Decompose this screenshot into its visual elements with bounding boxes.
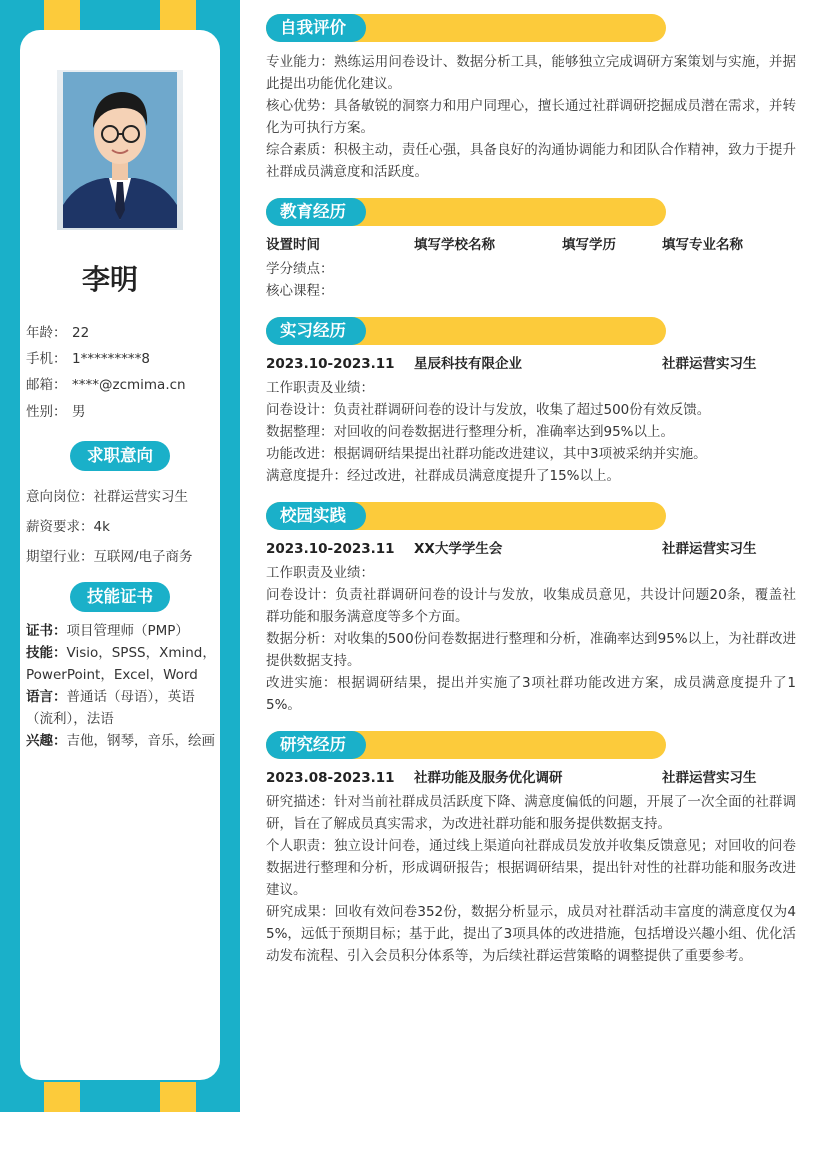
campus-heading <box>266 502 666 530</box>
research-line: 研究成果：回收有效问卷352份，数据分析显示，成员对社群活动丰富度的满意度仅为45%，远低于预期目标；基于此，提出了3项具体的改进措施，包括增设兴趣小组、优化活动发布流程、引入会员积分体系等，为后续社群运营策略的调整提供了重要参考。 <box>266 904 796 964</box>
skill-tech: 技能：Visio，SPSS，Xmind，PowerPoint，Excel，Word <box>26 645 216 683</box>
education-degree: 填写学历 <box>562 237 616 253</box>
email-value: ****@zcmima.cn <box>72 377 186 393</box>
self-eval-line: 专业能力：熟练运用问卷设计、数据分析工具，能够独立完成调研方案策划与实施，并据此提出功能优化建议。 <box>266 54 796 92</box>
intent-salary: 薪资要求：4k <box>26 519 110 535</box>
research-time: 2023.08-2023.11 <box>266 770 395 786</box>
internship-company: 星辰科技有限企业 <box>414 356 522 372</box>
skills-heading: 技能证书 <box>70 582 170 612</box>
age-label: 年龄： <box>26 325 67 341</box>
internship-line: 问卷设计：负责社群调研问卷的设计与发放，收集了超过500份有效反馈。 <box>266 402 711 418</box>
decor-stripe <box>160 0 196 30</box>
education-gpa: 学分绩点： <box>266 261 334 277</box>
person-portrait-icon <box>57 70 183 230</box>
decor-stripe <box>44 0 80 30</box>
education-time: 设置时间 <box>266 237 320 253</box>
campus-org: XX大学学生会 <box>414 541 503 557</box>
phone-label: 手机： <box>26 351 67 367</box>
campus-text <box>266 562 796 716</box>
research-project: 社群功能及服务优化调研 <box>414 770 563 786</box>
phone-row <box>26 347 150 367</box>
education-title: 教育经历 <box>266 198 366 226</box>
internship-time: 2023.10-2023.11 <box>266 356 395 372</box>
education-row <box>266 234 796 256</box>
internship-line: 数据整理：对回收的问卷数据进行整理分析，准确率达到95%以上。 <box>266 424 675 440</box>
skills-list <box>26 620 216 752</box>
internship-line: 工作职责及业绩： <box>266 380 374 396</box>
research-heading <box>266 731 666 759</box>
research-line: 研究描述：针对当前社群成员活跃度下降、满意度偏低的问题，开展了一次全面的社群调研，旨在了解成员真实需求，为改进社群功能和服务提供数据支持。 <box>266 794 796 832</box>
intent-industry: 期望行业：互联网/电子商务 <box>26 549 193 565</box>
gender-label: 性别： <box>26 404 67 420</box>
campus-role: 社群运营实习生 <box>662 541 757 557</box>
research-role: 社群运营实习生 <box>662 770 757 786</box>
internship-role: 社群运营实习生 <box>662 356 757 372</box>
skill-lang: 语言：普通话（母语），英语（流利），法语 <box>26 689 195 727</box>
decor-stripe <box>44 1082 80 1112</box>
education-school: 填写学校名称 <box>414 237 495 253</box>
candidate-name: 李明 <box>81 263 138 296</box>
internship-row <box>266 353 796 375</box>
skill-cert: 证书：项目管理师（PMP） <box>26 623 189 639</box>
gender-row <box>26 400 86 420</box>
gender-value: 男 <box>72 404 86 420</box>
internship-heading <box>266 317 666 345</box>
campus-title: 校园实践 <box>266 502 366 530</box>
avatar-photo <box>57 70 183 230</box>
campus-line: 工作职责及业绩： <box>266 565 374 581</box>
research-row <box>266 767 796 789</box>
campus-line: 问卷设计：负责社群调研问卷的设计与发放，收集成员意见，共设计问题20条，覆盖社群功能和服务满意度等多个方面。 <box>266 587 796 625</box>
internship-line: 功能改进：根据调研结果提出社群功能改进建议，其中3项被采纳并实施。 <box>266 446 707 462</box>
age-row <box>26 321 89 341</box>
campus-time: 2023.10-2023.11 <box>266 541 395 557</box>
self-eval-heading <box>266 14 666 42</box>
research-line: 个人职责：独立设计问卷，通过线上渠道向社群成员发放并收集反馈意见；对回收的问卷数据进行整理和分析，形成调研报告；根据调研结果，提出针对性的社群功能和服务改进建议。 <box>266 838 796 898</box>
campus-line: 数据分析：对收集的500份问卷数据进行整理和分析，准确率达到95%以上，为社群改进提供数据支持。 <box>266 631 796 669</box>
education-heading <box>266 198 666 226</box>
email-label: 邮箱： <box>26 377 67 393</box>
decor-stripe <box>160 1082 196 1112</box>
self-eval-text <box>266 51 796 183</box>
self-eval-line: 综合素质：积极主动，责任心强，具备良好的沟通协调能力和团队合作精神，致力于提升社群成员满意度和活跃度。 <box>266 142 796 180</box>
skill-hobby: 兴趣：吉他，钢琴，音乐，绘画 <box>26 733 215 749</box>
internship-title: 实习经历 <box>266 317 366 345</box>
research-title: 研究经历 <box>266 731 366 759</box>
phone-value: 1*********8 <box>72 351 150 367</box>
campus-line: 改进实施：根据调研结果，提出并实施了3项社群功能改进方案，成员满意度提升了15%。 <box>266 675 796 713</box>
self-eval-title: 自我评价 <box>266 14 366 42</box>
age-value: 22 <box>72 325 90 341</box>
education-courses: 核心课程： <box>266 283 334 299</box>
research-text <box>266 791 796 967</box>
education-details <box>266 258 796 302</box>
intent-heading: 求职意向 <box>70 441 170 471</box>
campus-row <box>266 538 796 560</box>
internship-line: 满意度提升：经过改进，社群成员满意度提升了15%以上。 <box>266 468 621 484</box>
internship-text <box>266 377 796 487</box>
education-major: 填写专业名称 <box>662 237 743 253</box>
intent-position: 意向岗位：社群运营实习生 <box>26 489 188 505</box>
email-row <box>26 373 186 393</box>
self-eval-line: 核心优势：具备敏锐的洞察力和用户同理心，擅长通过社群调研挖掘成员潜在需求，并转化为可执行方案。 <box>266 98 796 136</box>
